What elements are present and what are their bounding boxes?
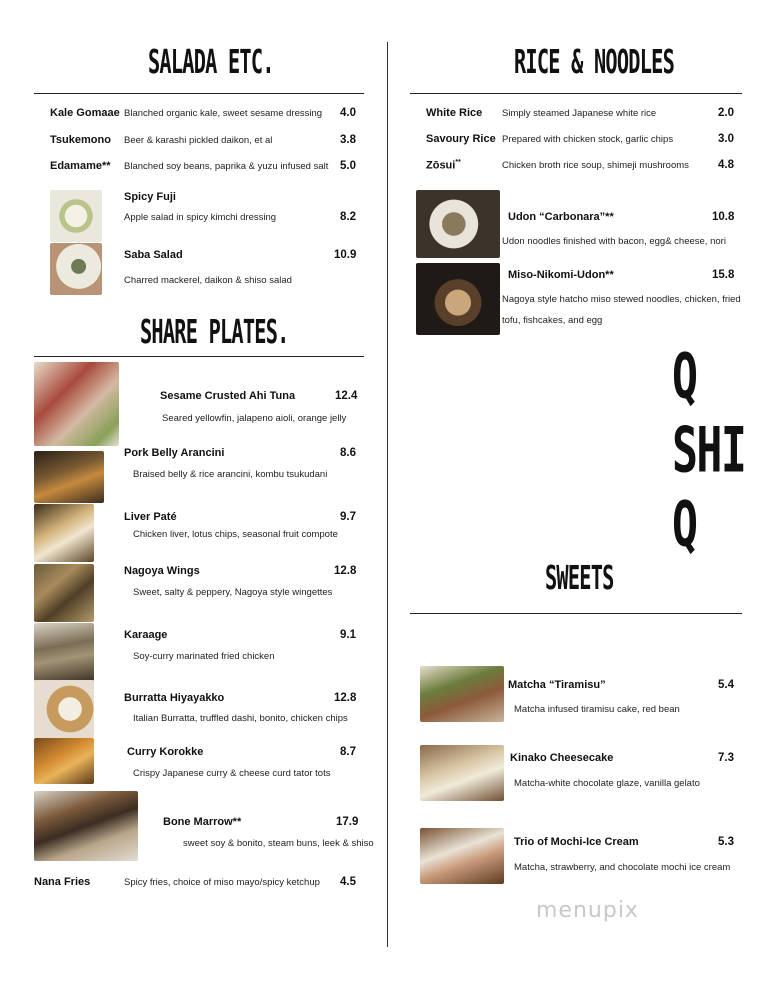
- item-desc: Apple salad in spicy kimchi dressing: [124, 212, 277, 223]
- item-price: 2.0: [718, 107, 734, 119]
- item-desc: Matcha infused tiramisu cake, red bean: [514, 704, 680, 715]
- item-desc: Chicken broth rice soup, shimeji mushrooms: [502, 160, 689, 171]
- item-desc: Prepared with chicken stock, garlic chips: [502, 134, 674, 145]
- item-price: 7.3: [718, 752, 734, 764]
- item-desc: Braised belly & rice arancini, kombu tsukudani: [133, 469, 328, 480]
- item-desc: Soy-curry marinated fried chicken: [133, 651, 275, 662]
- item-name: Bone Marrow**: [163, 816, 242, 828]
- item-name: Curry Korokke: [127, 746, 204, 758]
- item-name: Trio of Mochi-Ice Cream: [514, 836, 639, 848]
- item-price: 8.2: [340, 211, 356, 223]
- item-price: 10.9: [334, 249, 357, 261]
- saba-salad-photo: [50, 243, 102, 295]
- item-desc: Crispy Japanese curry & cheese curd tator tots: [133, 768, 331, 779]
- item-price: 15.8: [712, 269, 735, 281]
- item-name: Pork Belly Arancini: [124, 447, 225, 459]
- rice-divider: [410, 93, 742, 94]
- item-desc: Beer & karashi pickled daikon, et al: [124, 135, 273, 146]
- rice-section-title: RICE & NOODLES: [514, 44, 675, 82]
- item-desc: Blanched soy beans, paprika & yuzu infused salt: [124, 161, 329, 172]
- item-desc: Spicy fries, choice of miso mayo/spicy ketchup: [124, 877, 320, 888]
- item-name: Sesame Crusted Ahi Tuna: [160, 390, 296, 402]
- item-name: Kale Gomaae: [50, 107, 120, 119]
- item-desc: Seared yellowfin, jalapeno aioli, orange jelly: [162, 413, 347, 424]
- salada-section-title: SALADA ETC.: [148, 44, 274, 82]
- item-desc: Blanched organic kale, sweet sesame dressing: [124, 108, 323, 119]
- salada-divider: [34, 93, 364, 94]
- item-price: 5.0: [340, 160, 356, 172]
- nagoya-wings-photo: [34, 564, 94, 622]
- item-price: 5.4: [718, 679, 734, 691]
- item-desc: Chicken liver, lotus chips, seasonal fruit compote: [133, 529, 338, 540]
- item-price: 12.8: [334, 692, 357, 704]
- ahi-tuna-photo: [34, 362, 119, 446]
- item-desc: sweet soy & bonito, steam buns, leek & shiso: [183, 838, 374, 849]
- item-name: Nagoya Wings: [124, 565, 200, 577]
- item-name: Edamame**: [50, 160, 111, 172]
- item-name: Spicy Fuji: [124, 191, 176, 203]
- item-desc: Sweet, salty & peppery, Nagoya style wingettes: [133, 587, 333, 598]
- karaage-photo: [34, 623, 94, 681]
- item-desc-line1: Nagoya style hatcho miso stewed noodles, chicken, fried: [502, 294, 741, 305]
- item-price: 4.0: [340, 107, 356, 119]
- menupix-watermark: menupix: [536, 898, 639, 923]
- item-price: 3.0: [718, 133, 734, 145]
- item-price: 10.8: [712, 211, 735, 223]
- item-price: 8.7: [340, 746, 356, 758]
- share-divider: [34, 356, 364, 357]
- item-price: 17.9: [336, 816, 359, 828]
- brand-line2: SHI: [672, 414, 746, 487]
- item-price: 3.8: [340, 134, 356, 146]
- curry-korokke-photo: [34, 738, 94, 784]
- item-desc-line2: tofu, fishcakes, and egg: [502, 315, 603, 326]
- item-name: Burratta Hiyayakko: [124, 692, 225, 704]
- item-price: 8.6: [340, 447, 356, 459]
- item-price: 9.7: [340, 511, 356, 523]
- mochi-ice-cream-photo: [420, 828, 504, 884]
- tiramisu-photo: [420, 666, 504, 722]
- item-desc: Matcha-white chocolate glaze, vanilla gelato: [514, 778, 700, 789]
- item-name: Karaage: [124, 629, 168, 641]
- item-name: Liver Paté: [124, 511, 177, 523]
- column-divider: [387, 42, 388, 947]
- item-price: 5.3: [718, 836, 734, 848]
- item-name: Kinako Cheesecake: [510, 752, 614, 764]
- liver-pate-photo: [34, 504, 94, 562]
- item-price: 12.4: [335, 390, 358, 402]
- brand-line1: Q: [672, 340, 697, 413]
- brand-line3: Q: [672, 488, 697, 561]
- bone-marrow-photo: [34, 791, 138, 861]
- item-price: 4.5: [340, 876, 356, 888]
- item-price: 4.8: [718, 159, 734, 171]
- udon-carbonara-photo: [416, 190, 500, 258]
- miso-nikomi-udon-photo: [416, 263, 500, 335]
- item-name: Miso-Nikomi-Udon**: [508, 269, 614, 281]
- item-desc: Matcha, strawberry, and chocolate mochi ice cream: [514, 862, 731, 873]
- item-desc: Italian Burratta, truffled dashi, bonito, chicken chips: [133, 713, 348, 724]
- item-name: Matcha “Tiramisu”: [508, 679, 606, 691]
- sweets-section-title: SWEETS: [545, 560, 614, 598]
- spicy-fuji-photo: [50, 190, 102, 242]
- item-name: Tsukemono: [50, 134, 111, 146]
- item-name: Zōsui**: [426, 159, 461, 172]
- share-section-title: SHARE PLATES.: [140, 314, 289, 352]
- sweets-divider: [410, 613, 742, 614]
- item-desc: Simply steamed Japanese white rice: [502, 108, 657, 119]
- item-name: Udon “Carbonara”**: [508, 211, 614, 223]
- item-price: 9.1: [340, 629, 356, 641]
- item-name: Savoury Rice: [426, 133, 496, 145]
- brand-logo: [672, 340, 744, 562]
- cheesecake-photo: [420, 745, 504, 801]
- item-name: Saba Salad: [124, 249, 183, 261]
- item-name: White Rice: [426, 107, 483, 119]
- item-desc: Charred mackerel, daikon & shiso salad: [124, 275, 292, 286]
- item-desc: Udon noodles finished with bacon, egg& cheese, nori: [502, 236, 726, 247]
- arancini-photo: [34, 451, 104, 503]
- item-price: 12.8: [334, 565, 357, 577]
- item-name: Nana Fries: [34, 876, 91, 888]
- burratta-photo: [34, 680, 94, 738]
